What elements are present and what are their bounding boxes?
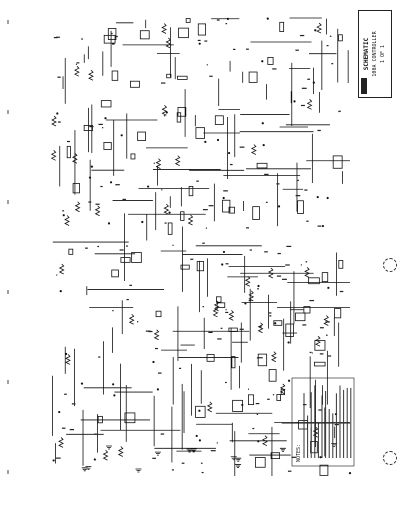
value-mark	[112, 310, 113, 311]
resistor-icon	[52, 116, 56, 126]
component-symbol	[322, 273, 328, 282]
junction-dot	[322, 225, 324, 227]
component-symbol	[215, 116, 223, 125]
junction-dot	[227, 18, 229, 20]
junction-dot	[166, 111, 168, 113]
value-mark	[277, 276, 281, 277]
component-symbol	[112, 71, 118, 80]
value-mark	[67, 141, 70, 142]
value-mark	[310, 352, 312, 353]
value-mark	[282, 279, 287, 280]
component-symbol	[69, 249, 73, 254]
value-mark	[208, 332, 212, 333]
value-mark	[172, 245, 173, 246]
junction-dot	[198, 410, 200, 412]
component-symbol	[271, 453, 280, 459]
value-mark	[297, 180, 298, 181]
value-mark	[246, 49, 249, 50]
junction-dot	[217, 139, 219, 141]
component-symbol	[73, 184, 79, 193]
drawing-title: SCHEMATIC	[363, 37, 370, 71]
junction-dot	[60, 290, 62, 292]
resistor-icon	[119, 446, 123, 456]
value-mark	[309, 300, 314, 301]
value-mark	[269, 315, 271, 316]
value-mark	[203, 209, 208, 210]
junction-dot	[327, 287, 329, 289]
component-symbol	[339, 35, 343, 41]
value-mark	[58, 121, 61, 122]
value-mark	[57, 77, 60, 78]
sheet-number: 1 OF 1	[380, 44, 386, 64]
wiring-traces	[8, 18, 350, 476]
value-mark	[122, 199, 125, 200]
value-mark	[137, 321, 138, 322]
value-mark	[331, 63, 333, 64]
value-mark	[302, 324, 306, 325]
title-block-text	[363, 31, 387, 76]
value-mark	[302, 88, 307, 89]
junction-dot	[199, 43, 201, 45]
value-mark	[95, 204, 99, 205]
value-mark	[56, 458, 61, 459]
resistor-icon	[52, 150, 56, 160]
value-mark	[340, 291, 344, 292]
component-symbol	[131, 154, 135, 159]
junction-dot	[204, 141, 206, 143]
resistor-icon	[189, 215, 193, 225]
value-mark	[154, 163, 155, 164]
component-symbol	[268, 57, 273, 64]
component-symbol	[333, 156, 342, 168]
junction-dot	[314, 29, 316, 31]
junction-dot	[196, 435, 198, 437]
value-mark	[146, 331, 151, 332]
value-mark	[317, 130, 320, 131]
value-mark	[126, 299, 128, 300]
value-mark	[312, 352, 313, 353]
resistor-icon	[229, 310, 233, 320]
resistor-icon	[246, 276, 250, 286]
value-mark	[301, 105, 305, 106]
value-mark	[211, 450, 216, 451]
junction-dot	[63, 214, 65, 216]
value-mark	[112, 43, 115, 44]
junction-dot	[104, 117, 106, 119]
component-symbol	[253, 207, 260, 220]
resistor-icon	[166, 38, 170, 48]
value-mark	[202, 243, 205, 244]
junction-dot	[228, 152, 230, 154]
value-mark	[276, 183, 279, 184]
value-mark	[158, 373, 162, 374]
junction-dot	[199, 439, 201, 441]
junction-dot	[288, 341, 290, 343]
junction-dot	[257, 285, 259, 287]
value-mark	[161, 189, 162, 190]
value-mark	[318, 226, 322, 227]
component-symbol	[186, 18, 190, 22]
junction-dot	[53, 459, 55, 461]
component-symbol	[198, 24, 205, 35]
resistor-icon	[162, 105, 166, 115]
resistor-icon	[66, 354, 70, 364]
junction-dot	[241, 404, 243, 406]
junction-dot	[168, 212, 170, 214]
junction-dot	[91, 166, 93, 168]
resistor-icon	[75, 66, 79, 76]
value-mark	[278, 253, 281, 254]
component-symbol	[104, 142, 111, 149]
junction-dot	[113, 394, 115, 396]
value-mark	[179, 368, 181, 369]
component-symbol	[298, 201, 304, 214]
component-symbol	[112, 270, 119, 277]
value-mark	[326, 335, 328, 336]
value-mark	[201, 463, 203, 464]
component-symbol	[189, 186, 193, 195]
junction-dot	[293, 100, 295, 102]
junction-dot	[317, 196, 319, 198]
value-mark	[198, 40, 201, 41]
value-mark	[126, 245, 128, 246]
resistor-icon	[59, 437, 63, 447]
ground-icon	[135, 469, 141, 472]
value-mark	[81, 38, 83, 39]
drawing-subtitle: 100A CONTROLLER	[372, 31, 378, 77]
value-mark	[326, 321, 330, 322]
component-symbol	[335, 309, 341, 318]
component-symbol	[248, 395, 253, 405]
resistor-icon	[176, 156, 180, 166]
resistor-icon	[104, 450, 108, 460]
value-mark	[203, 306, 205, 307]
junction-dot	[152, 361, 154, 363]
value-mark	[155, 348, 158, 349]
value-mark	[165, 222, 167, 223]
value-mark	[267, 399, 270, 400]
value-mark	[250, 249, 252, 250]
value-mark	[230, 164, 233, 165]
component-symbol	[295, 313, 305, 321]
value-mark	[164, 115, 165, 116]
junction-dot	[94, 458, 96, 460]
ground-icon	[235, 458, 241, 461]
junction-dot	[244, 302, 246, 304]
value-mark	[252, 428, 254, 429]
resistor-icon	[316, 336, 320, 346]
resistor-icon	[305, 267, 309, 277]
value-mark	[328, 355, 331, 356]
junction-dot	[262, 122, 264, 124]
punch-hole-icon	[383, 451, 397, 465]
value-mark	[226, 23, 228, 24]
notes-label: NOTES:	[296, 443, 302, 462]
component-symbol	[140, 31, 149, 39]
value-mark	[88, 201, 91, 202]
junction-dot	[108, 222, 110, 224]
value-mark	[85, 248, 88, 249]
value-mark	[320, 327, 324, 328]
value-mark	[111, 33, 113, 34]
value-mark	[172, 469, 174, 470]
component-symbol	[280, 22, 284, 31]
value-mark	[286, 246, 291, 247]
junction-dot	[81, 382, 83, 384]
value-mark	[240, 329, 244, 330]
value-mark	[226, 263, 229, 264]
value-mark	[258, 357, 262, 358]
value-mark	[77, 62, 80, 63]
junction-dot	[56, 112, 58, 114]
value-mark	[233, 49, 235, 50]
component-symbol	[207, 354, 214, 361]
resistor-icon	[130, 314, 134, 324]
value-mark	[257, 288, 259, 289]
component-symbol	[168, 223, 172, 234]
component-symbol	[255, 457, 265, 467]
value-mark	[225, 312, 228, 313]
resistor-icon	[89, 70, 93, 80]
component-symbol	[258, 354, 266, 366]
junction-dot	[221, 263, 223, 265]
component-symbol	[196, 406, 206, 417]
value-mark	[330, 36, 332, 37]
value-mark	[161, 433, 165, 434]
value-mark	[295, 422, 298, 423]
value-mark	[306, 221, 308, 222]
value-mark	[64, 394, 67, 395]
resistor-icon	[324, 315, 328, 325]
value-mark	[129, 285, 132, 286]
component-symbol	[197, 262, 203, 271]
value-mark	[102, 127, 103, 128]
ground-icon	[187, 449, 193, 452]
punch-hole-icon	[383, 258, 397, 272]
notes-block	[292, 378, 354, 466]
value-mark	[97, 246, 99, 247]
junction-dot	[157, 388, 159, 390]
component-symbol	[232, 357, 235, 368]
resistor-icon	[252, 144, 256, 154]
value-mark	[56, 37, 60, 38]
junction-dot	[278, 205, 280, 207]
junction-dot	[327, 197, 329, 199]
value-mark	[249, 300, 252, 301]
value-mark	[196, 181, 199, 182]
junction-dot	[313, 81, 315, 83]
junction-dot	[147, 185, 149, 187]
value-mark	[100, 186, 102, 187]
component-symbol	[299, 421, 308, 429]
junction-dot	[110, 181, 112, 183]
value-mark	[296, 195, 301, 196]
component-symbol	[320, 465, 328, 475]
value-mark	[301, 264, 302, 265]
value-mark	[56, 274, 57, 275]
value-mark	[285, 264, 290, 265]
value-mark	[240, 147, 245, 148]
value-mark	[98, 356, 100, 357]
junction-dot	[319, 456, 321, 458]
value-mark	[273, 394, 274, 395]
component-symbol	[257, 163, 267, 168]
value-mark	[264, 174, 268, 175]
junction-dot	[267, 18, 269, 20]
value-mark	[226, 309, 227, 310]
junction-dot	[274, 322, 276, 324]
value-mark	[266, 202, 268, 203]
resistor-icon	[259, 323, 263, 333]
value-mark	[217, 442, 218, 443]
junction-dot	[349, 472, 351, 474]
junction-dot	[121, 134, 123, 136]
value-mark	[217, 338, 221, 339]
value-mark	[256, 403, 260, 404]
component-symbol	[121, 257, 130, 262]
component-symbol	[67, 146, 70, 157]
value-mark	[223, 190, 228, 191]
junction-dot	[257, 440, 259, 442]
junction-dot	[112, 383, 114, 385]
value-mark	[217, 19, 220, 20]
value-mark	[89, 126, 93, 127]
value-mark	[307, 79, 310, 80]
component-symbols	[52, 18, 344, 475]
junction-dot	[223, 251, 225, 253]
ground-icon	[280, 448, 286, 451]
junction-dot	[65, 353, 67, 355]
ground-icon	[106, 446, 112, 449]
ground-icon	[155, 452, 161, 455]
logo-icon	[361, 78, 367, 94]
value-mark	[207, 64, 208, 65]
component-symbol	[130, 81, 139, 87]
component-symbol	[233, 400, 243, 411]
value-mark	[206, 228, 207, 229]
value-mark	[115, 36, 118, 37]
value-mark	[248, 389, 249, 390]
resistor-icon	[156, 159, 160, 169]
value-mark	[288, 471, 291, 472]
resistor-icon	[317, 23, 321, 33]
value-mark	[182, 463, 185, 464]
component-symbol	[156, 311, 161, 316]
value-mark	[62, 210, 64, 211]
junction-dot	[263, 144, 265, 146]
value-mark	[295, 50, 298, 51]
junction-dot	[288, 380, 290, 382]
resistor-icon	[60, 264, 64, 274]
component-symbol	[269, 370, 276, 382]
component-symbol	[181, 212, 184, 221]
junction-dot	[261, 60, 263, 62]
value-mark	[257, 414, 258, 415]
value-mark	[76, 64, 77, 65]
resistor-icon	[308, 99, 312, 109]
component-symbol	[196, 128, 205, 139]
component-symbol	[178, 107, 186, 116]
junction-dot	[223, 197, 225, 199]
junction-dot	[58, 411, 60, 413]
value-mark	[209, 205, 214, 206]
value-mark	[98, 124, 102, 125]
value-mark	[209, 76, 212, 77]
value-mark	[94, 434, 97, 435]
value-mark	[306, 261, 308, 262]
value-mark	[225, 382, 227, 383]
resistor-icon	[96, 206, 100, 216]
value-mark	[115, 184, 119, 185]
value-mark	[204, 40, 207, 41]
value-mark	[190, 259, 193, 260]
value-mark	[161, 82, 165, 83]
component-symbol	[249, 72, 257, 82]
resistor-icon	[208, 402, 212, 412]
junction-dot	[141, 221, 143, 223]
value-mark	[152, 458, 156, 459]
title-block	[358, 10, 392, 98]
value-mark	[221, 328, 223, 329]
junction-dot	[89, 177, 91, 179]
resistor-icon	[164, 204, 168, 214]
value-mark	[62, 428, 65, 429]
value-mark	[339, 111, 341, 112]
component-symbol	[339, 260, 343, 268]
value-mark	[300, 35, 304, 36]
value-mark	[257, 357, 258, 358]
value-mark	[120, 249, 124, 250]
value-mark	[304, 189, 307, 190]
component-symbol	[286, 324, 294, 337]
resistor-icon	[65, 216, 69, 226]
value-mark	[202, 472, 204, 473]
value-mark	[269, 312, 272, 313]
component-symbol	[277, 394, 281, 400]
ground-icon	[235, 465, 241, 468]
value-mark	[72, 403, 76, 404]
resistor-icon	[272, 352, 276, 362]
component-symbol	[314, 362, 325, 366]
resistor-icon	[162, 23, 166, 33]
value-mark	[272, 68, 276, 69]
resistor-icon	[155, 330, 159, 340]
value-mark	[320, 353, 324, 354]
value-mark	[70, 429, 74, 430]
value-mark	[246, 227, 249, 228]
value-mark	[264, 251, 268, 252]
component-symbol	[101, 101, 111, 107]
value-mark	[327, 45, 329, 46]
component-symbol	[138, 132, 146, 141]
component-symbol	[177, 76, 187, 79]
resistor-icon	[76, 202, 80, 212]
value-mark	[259, 326, 261, 327]
component-symbol	[179, 28, 189, 38]
